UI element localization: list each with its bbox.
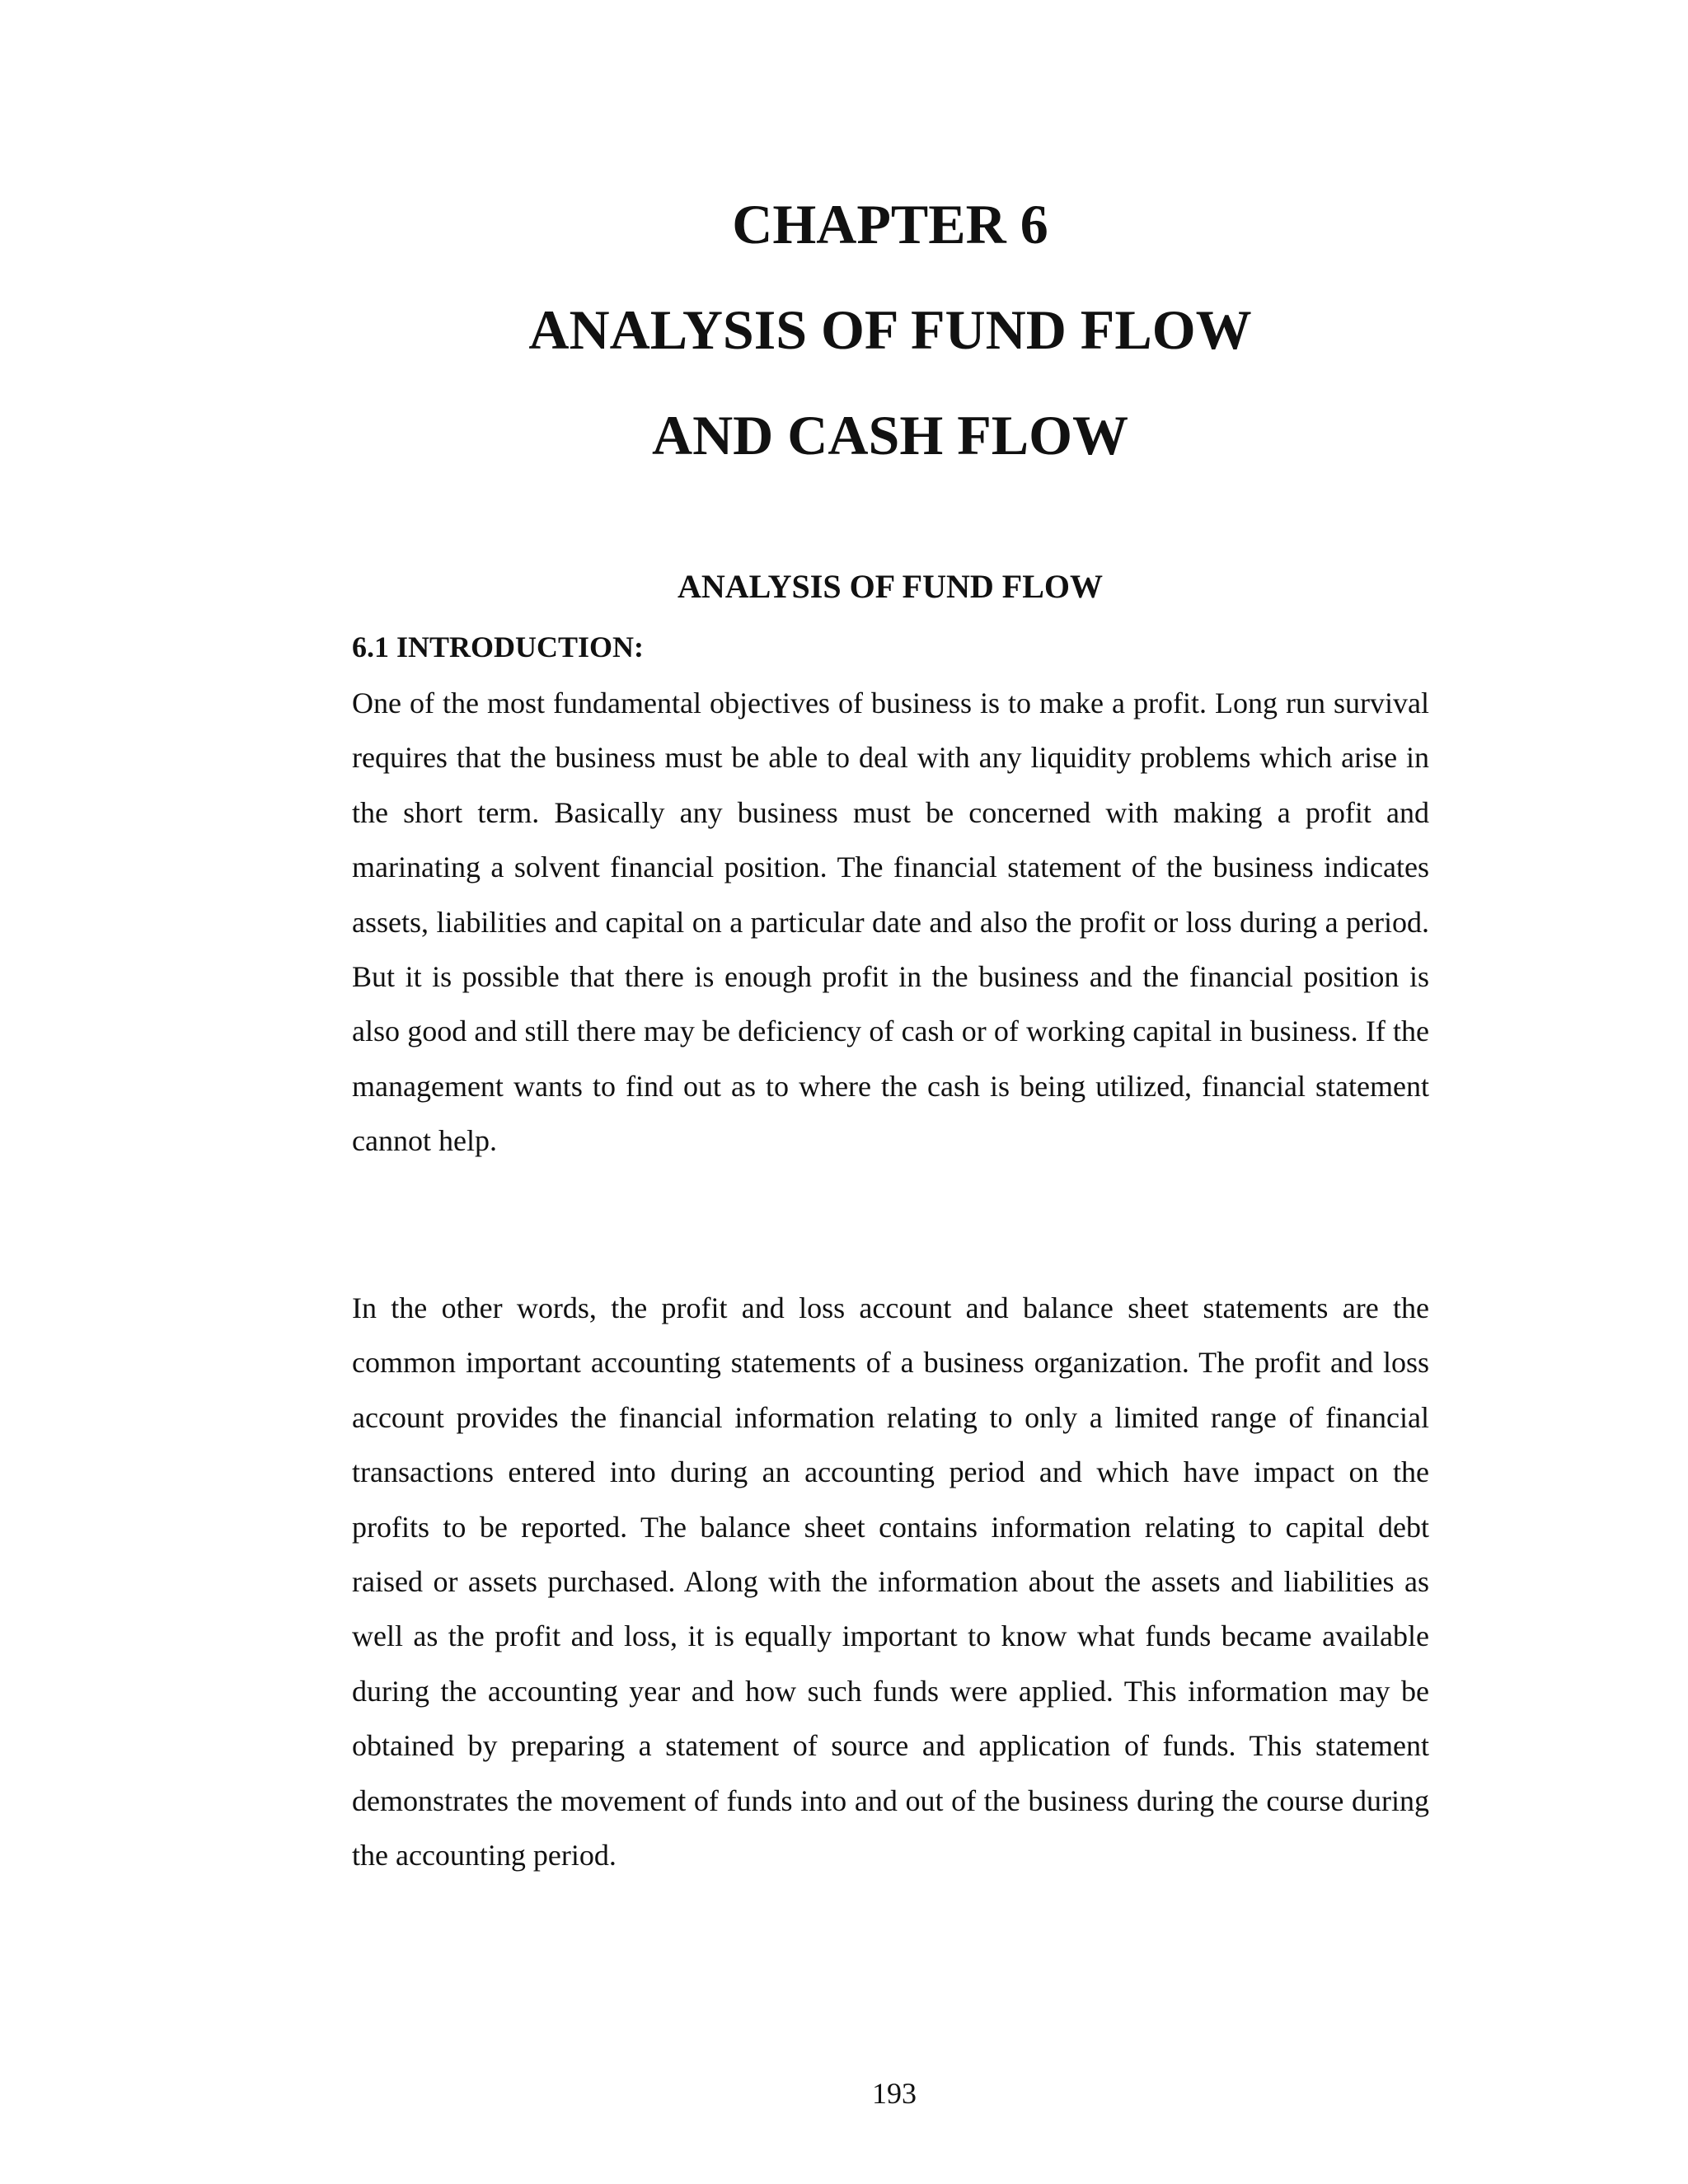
body-paragraph: One of the most fundamental objectives of business is to make a profit. Long run survival requires that the business must be able to deal with any liquidity problems which arise in the short term. Basically any business must be concerned with making a profit and marinating a solvent financial position. The financial statement of the business indicates assets, liabilities and capital on a particular date and also the profit or loss during a period. But it is possible that there is enough profit in the business and the financial position is also good and still there may be deficiency of cash or of working capital in business. If the management wants to find out as to where the cash is being utilized, financial statement cannot help.: [352, 687, 1429, 1158]
body-paragraph: In the other words, the profit and loss account and balance sheet statements are the common important accounting statements of a business organization. The profit and loss account provides the financial information relating to only a limited range of financial transactions entered into during an accounting period and which have impact on the profits to be reported. The balance sheet contains information relating to capital debt raised or assets purchased. Along with the information about the assets and liabilities as well as the profit and loss, it is equally important to know what funds became available during the accounting year and how such funds were applied. This information may be obtained by preparing a statement of source and application of funds. This statement demonstrates the movement of funds into and out of the business during the course during the accounting period.: [352, 1291, 1429, 1872]
chapter-title-line-2: AND CASH FLOW: [651, 404, 1129, 466]
page-number: 193: [872, 2077, 917, 2110]
chapter-heading: [0, 171, 1688, 488]
section-title: ANALYSIS OF FUND FLOW: [678, 568, 1103, 605]
subsection-title: 6.1 INTRODUCTION:: [352, 630, 645, 663]
chapter-number: CHAPTER 6: [732, 193, 1048, 255]
chapter-title-line-1: ANALYSIS OF FUND FLOW: [528, 298, 1252, 361]
